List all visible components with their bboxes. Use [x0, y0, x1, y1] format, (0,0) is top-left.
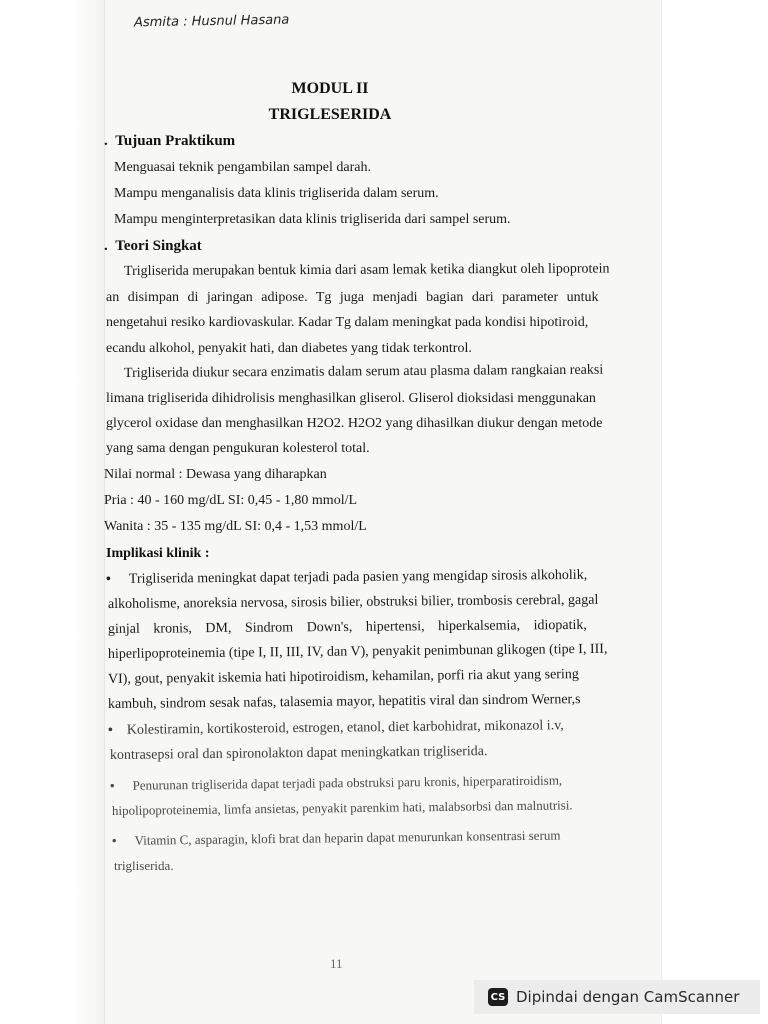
camscanner-logo-icon: CS: [488, 988, 508, 1006]
teori-p2-line: glycerol oxidase dan menghasilkan H2O2. H2O2 yang dihasilkan diukur dengan metode: [106, 416, 603, 431]
teori-p2-line: yang sama dengan pengukuran kolesterol total.: [106, 441, 370, 456]
implikasi-line: hipolipoproteinemia, limfa ansietas, penyakit parenkim hati, malabsorbsi dan malnutrisi.: [111, 797, 573, 818]
implikasi-line: kontrasepsi oral dan spironolakton dapat meningkatkan trigliserida.: [109, 744, 488, 763]
author-handwriting: Asmita : Husnul Hasana: [133, 12, 290, 31]
document-page: [104, 0, 662, 1024]
topic-title: TRIGLESERIDA: [268, 106, 392, 123]
implikasi-line: hiperlipoproteinemia (tipe I, II, III, IV, dan V), penyakit penimbunan glikogen (tipe I, III,: [107, 641, 608, 662]
camscanner-watermark: [474, 980, 760, 1014]
implikasi-bullet-4: • Vitamin C, asparagin, klofi brat dan heparin dapat menurunkan konsentrasi serum: [111, 827, 561, 848]
implikasi-line: trigliserida.: [114, 858, 174, 873]
bullet-icon: •: [111, 832, 117, 848]
bullet-icon: •: [109, 777, 115, 793]
implikasi-line: kambuh, sindrom sesak nafas, talasemia mayor, hepatitis viral dan sindrom Werner,s: [107, 692, 581, 712]
normal-value-male: Pria : 40 - 160 mg/dL SI: 0,45 - 1,80 mmol/L: [104, 493, 358, 508]
heading-implikasi: Implikasi klinik :: [106, 546, 210, 561]
normal-value-female: Wanita : 35 - 135 mg/dL SI: 0,4 - 1,53 mmol/L: [104, 519, 367, 534]
implikasi-bullet-1: • Trigliserida meningkat dapat terjadi pada pasien yang mengidap sirosis alkoholik,: [105, 567, 588, 587]
implikasi-line: alkoholisme, anoreksia nervosa, sirosis bilier, obstruksi bilier, trombosis cerebral, gagal: [107, 592, 599, 612]
teori-p1-line: nengetahui resiko kardiovaskular. Kadar Tg dalam meningkat pada kondisi hipotiroid,: [106, 315, 589, 330]
teori-p1-line: Trigliserida merupakan bentuk kimia dari asam lemak ketika diangkut oleh lipoprotein: [123, 261, 610, 279]
heading-teori: . Teori Singkat: [104, 238, 202, 254]
teori-p2-line: limana trigliserida dihidrolisis menghasilkan gliserol. Gliserol dioksidasi menggunakan: [106, 391, 596, 406]
normal-value-heading: Nilai normal : Dewasa yang diharapkan: [104, 467, 327, 482]
teori-p1-line: an disimpan di jaringan adipose. Tg juga menjadi bagian dari parameter untuk: [106, 290, 599, 305]
watermark-text: Dipindai dengan CamScanner: [516, 988, 740, 1006]
heading-tujuan: . Tujuan Praktikum: [104, 133, 236, 149]
page-margin: [0, 0, 104, 1024]
teori-p1-line: ecandu alkohol, penyakit hati, dan diabetes yang tidak terkontrol.: [106, 341, 472, 356]
implikasi-bullet-3: • Penurunan trigliserida dapat terjadi pada obstruksi paru kronis, hiperparatiroidism,: [109, 772, 563, 793]
implikasi-line: ginjal kronis, DM, Sindrom Down's, hipertensi, hiperkalsemia, idiopatik,: [107, 617, 587, 637]
tujuan-item: Mampu menganalisis data klinis trigliserida dalam serum.: [114, 186, 439, 201]
tujuan-item: Mampu menginterpretasikan data klinis trigliserida dari sampel serum.: [114, 212, 511, 227]
implikasi-bullet-2: • Kolestiramin, kortikosteroid, estrogen, etanol, diet karbohidrat, mikonazol i.v,: [107, 718, 564, 738]
implikasi-line: VI), gout, penyakit iskemia hati hipotiroidism, kehamilan, porfi ria akut yang sering: [107, 667, 579, 687]
tujuan-item: Menguasai teknik pengambilan sampel darah.: [114, 160, 371, 175]
bullet-icon: •: [105, 571, 111, 587]
bullet-icon: •: [107, 722, 113, 738]
page-number: 11: [330, 956, 343, 971]
module-title: MODUL II: [291, 80, 369, 97]
teori-p2-line: Trigliserida diukur secara enzimatis dalam serum atau plasma dalam rangkaian reaksi: [123, 362, 604, 381]
